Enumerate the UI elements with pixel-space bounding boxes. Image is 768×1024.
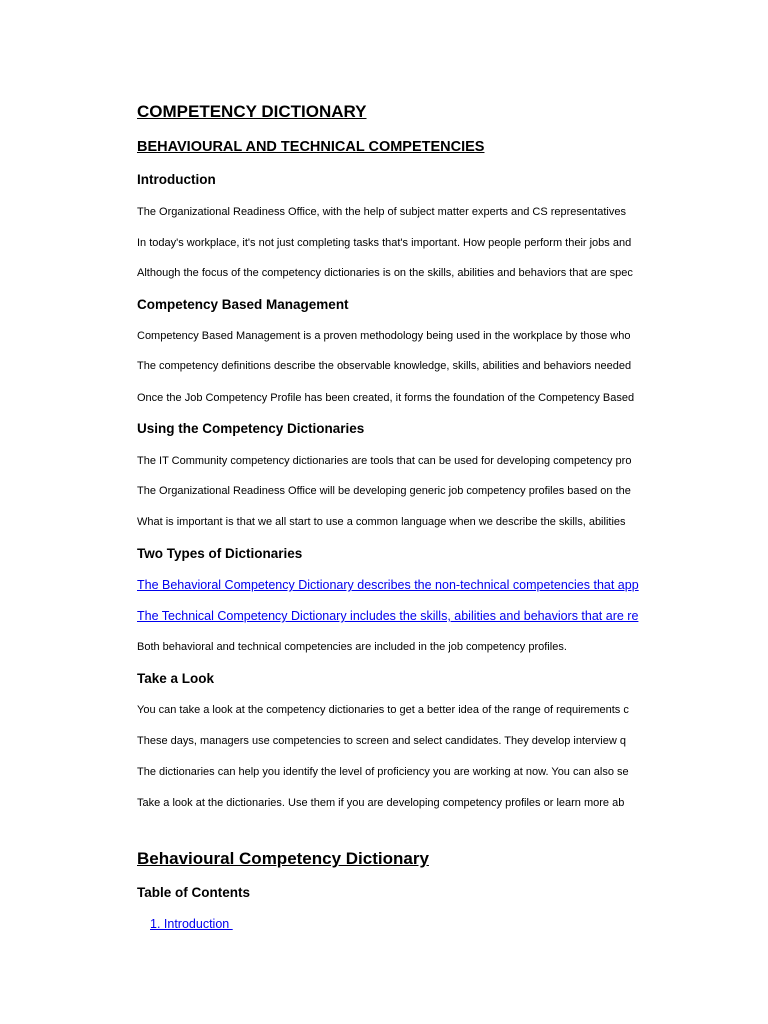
document-title: COMPETENCY DICTIONARY xyxy=(137,102,367,121)
paragraph: Although the focus of the competency dictionaries is on the skills, abilities and behaviors that are spec xyxy=(137,267,633,279)
paragraph: The Organizational Readiness Office will be developing generic job competency profiles based on the xyxy=(137,485,631,497)
technical-dictionary-link[interactable]: The Technical Competency Dictionary includes the skills, abilities and behaviors that are re xyxy=(137,609,639,623)
paragraph: Competency Based Management is a proven methodology being used in the workplace by those who xyxy=(137,330,631,342)
section-heading-introduction: Introduction xyxy=(137,172,216,187)
behavioral-dictionary-link[interactable]: The Behavioral Competency Dictionary describes the non-technical competencies that app xyxy=(137,578,639,592)
section-heading-using: Using the Competency Dictionaries xyxy=(137,421,365,436)
paragraph: The Organizational Readiness Office, with the help of subject matter experts and CS representatives xyxy=(137,206,626,218)
toc-heading: Table of Contents xyxy=(137,885,250,900)
paragraph: In today's workplace, it's not just completing tasks that's important. How people perform their jobs and xyxy=(137,237,632,249)
toc-item-introduction[interactable]: 1. Introduction xyxy=(150,917,233,931)
paragraph: These days, managers use competencies to screen and select candidates. They develop interview q xyxy=(137,735,626,747)
paragraph: Take a look at the dictionaries. Use them if you are developing competency profiles or learn more ab xyxy=(137,797,625,809)
paragraph: The dictionaries can help you identify the level of proficiency you are working at now. You can also se xyxy=(137,766,629,778)
paragraph: You can take a look at the competency dictionaries to get a better idea of the range of requirements c xyxy=(137,704,629,716)
section-heading-look: Take a Look xyxy=(137,671,215,686)
paragraph: The competency definitions describe the observable knowledge, skills, abilities and behaviors needed xyxy=(137,360,632,372)
section-heading-types: Two Types of Dictionaries xyxy=(137,546,303,561)
paragraph: Both behavioral and technical competencies are included in the job competency profiles. xyxy=(137,641,567,653)
paragraph: Once the Job Competency Profile has been created, it forms the foundation of the Competency Based xyxy=(137,392,635,404)
paragraph: The IT Community competency dictionaries are tools that can be used for developing competency pro xyxy=(137,455,632,467)
document-page xyxy=(137,0,654,1024)
document-subtitle: BEHAVIOURAL AND TECHNICAL COMPETENCIES xyxy=(137,139,485,155)
section-heading-cbm: Competency Based Management xyxy=(137,297,349,312)
paragraph: What is important is that we all start to use a common language when we describe the skills, abilities xyxy=(137,516,626,528)
behavioural-dictionary-title: Behavioural Competency Dictionary xyxy=(137,849,429,868)
